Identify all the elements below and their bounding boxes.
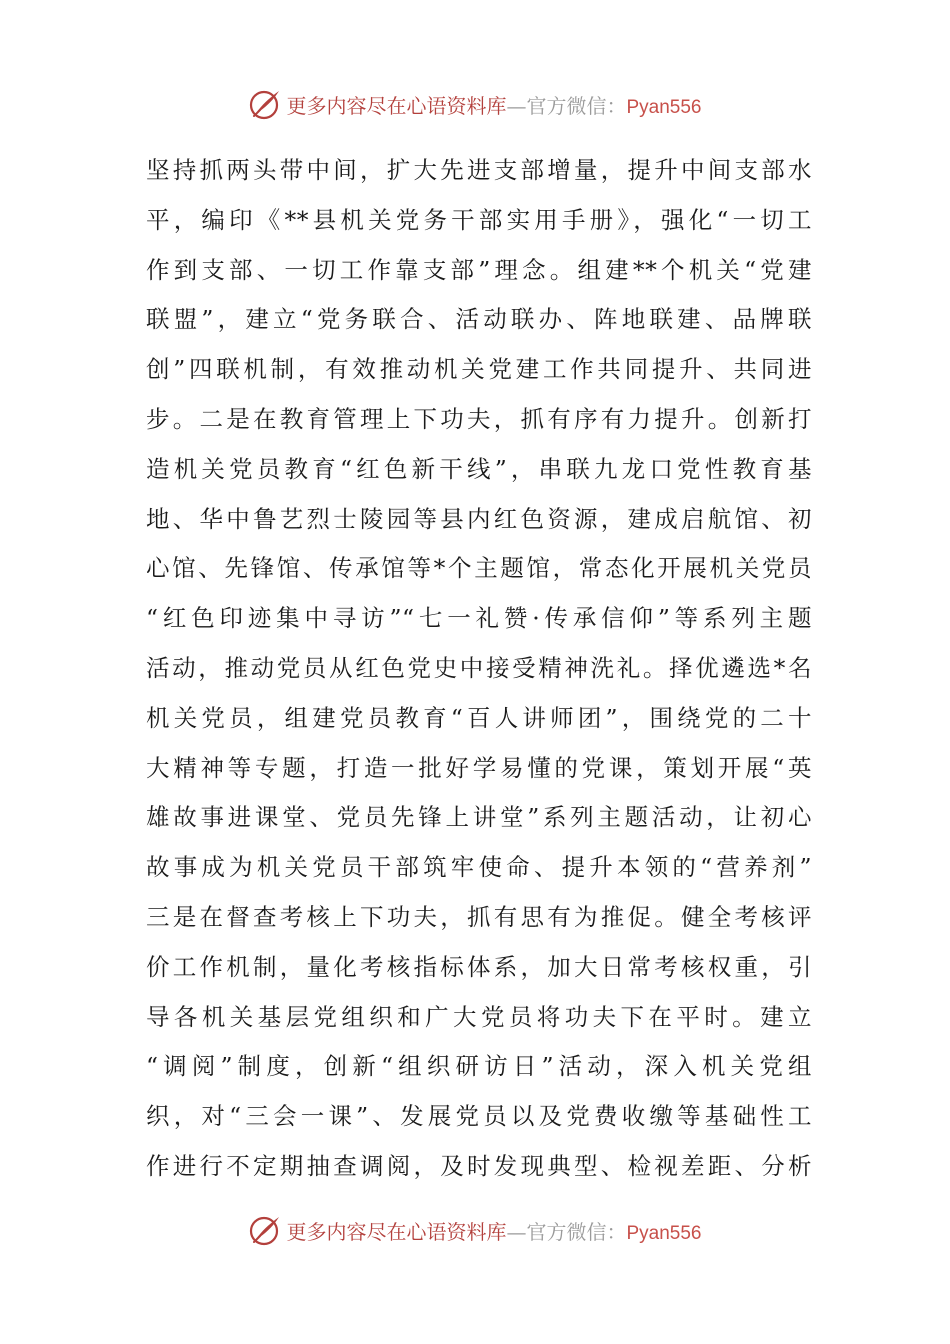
body-line: 坚持抓两头带中间，扩大先进支部增量，提升中间支部水: [146, 156, 812, 184]
watermark-separator: —: [506, 93, 527, 118]
watermark-brand: 更多内容尽在心语资料库: [286, 93, 507, 118]
body-line: “红色印迹集中寻访”“七一礼赞·传承信仰”等系列主题: [146, 604, 812, 633]
watermark-brand: 更多内容尽在心语资料库: [286, 1219, 507, 1244]
body-line: 造机关党员教育“红色新干线”，串联九龙口党性教育基: [146, 454, 812, 483]
watermark-wechat-id: Pyan556: [626, 96, 702, 118]
body-line: 导各机关基层党组织和广大党员将功夫下在平时。建立: [146, 1002, 812, 1031]
watermark-text: [286, 1216, 701, 1245]
body-line: 三是在督查考核上下功夫，抓有思有为推促。健全考核评: [146, 902, 812, 931]
body-line: 地、华中鲁艺烈士陵园等县内红色资源，建成启航馆、初: [146, 504, 812, 533]
body-line: 大精神等专题，打造一批好学易懂的党课，策划开展“英: [146, 753, 812, 782]
quill-logo-icon: [248, 87, 282, 121]
watermark-text: [286, 90, 701, 119]
watermark-wechat-label: 官方微信：: [526, 93, 627, 118]
document-body: [146, 146, 812, 1192]
body-line: 雄故事进课堂、党员先锋上讲堂”系列主题活动，让初心: [146, 803, 812, 832]
body-line: 作到支部、一切工作靠支部”理念。组建**个机关“党建: [146, 255, 812, 284]
body-line: 联盟”，建立“党务联合、活动联办、阵地联建、品牌联: [146, 305, 812, 334]
watermark-banner-top: [0, 84, 950, 124]
watermark-separator: —: [506, 1219, 527, 1244]
watermark-wechat-label: 官方微信：: [526, 1219, 627, 1244]
body-line: “调阅”制度，创新“组织研访日”活动，深入机关党组: [146, 1052, 812, 1081]
quill-logo-icon: [248, 1213, 282, 1247]
body-line: 平，编印《**县机关党务干部实用手册》，强化“一切工: [146, 205, 812, 234]
watermark-banner-bottom: [0, 1210, 950, 1250]
body-line: 创”四联机制，有效推动机关党建工作共同提升、共同进: [146, 355, 812, 384]
body-line: 作进行不定期抽查调阅，及时发现典型、检视差距、分析: [146, 1151, 812, 1180]
body-line: 机关党员，组建党员教育“百人讲师团”，围绕党的二十: [146, 703, 812, 732]
body-line: 心馆、先锋馆、传承馆等*个主题馆，常态化开展机关党员: [146, 554, 812, 583]
body-line: 步。二是在教育管理上下功夫，抓有序有力提升。创新打: [146, 404, 812, 433]
body-line: 活动，推动党员从红色党史中接受精神洗礼。择优遴选*名: [146, 653, 812, 682]
body-line: 价工作机制，量化考核指标体系，加大日常考核权重，引: [146, 952, 812, 981]
watermark-wechat-id: Pyan556: [626, 1222, 702, 1244]
body-line: 织，对“三会一课”、发展党员以及党费收缴等基础性工: [146, 1102, 812, 1131]
body-line: 故事成为机关党员干部筑牢使命、提升本领的“营养剂”: [146, 853, 812, 882]
